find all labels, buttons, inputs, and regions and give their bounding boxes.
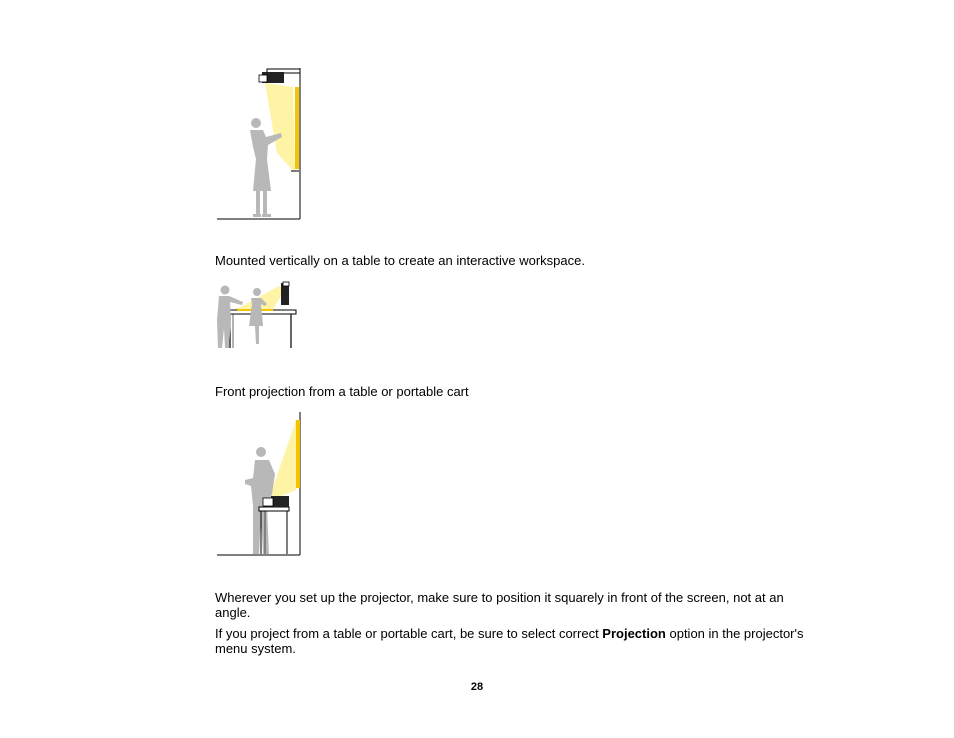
paragraph-text-after: option in the projector's menu system. [215, 626, 804, 656]
wall-mount-illustration [215, 63, 305, 223]
caption-table-mount: Mounted vertically on a table to create an interactive workspace. [215, 253, 585, 268]
cart-projection-illustration [215, 408, 305, 560]
projector-body [271, 496, 289, 507]
light-beam [265, 83, 295, 173]
screen [296, 420, 300, 488]
table-mount-illustration [213, 280, 303, 352]
projection-setting-name: Projection [602, 626, 666, 641]
paragraph-text-before: If you project from a table or portable cart, be sure to select correct [215, 626, 603, 641]
paragraph-projection-option [215, 626, 815, 656]
screen [295, 87, 299, 169]
page-number: 28 [470, 681, 484, 693]
light-beam [270, 420, 296, 498]
paragraph-square-position: Wherever you set up the projector, make sure to position it squarely in front of the screen, not at an angle. [215, 590, 784, 620]
caption-front-projection: Front projection from a table or portable cart [215, 384, 469, 399]
projector-lens [259, 75, 267, 82]
